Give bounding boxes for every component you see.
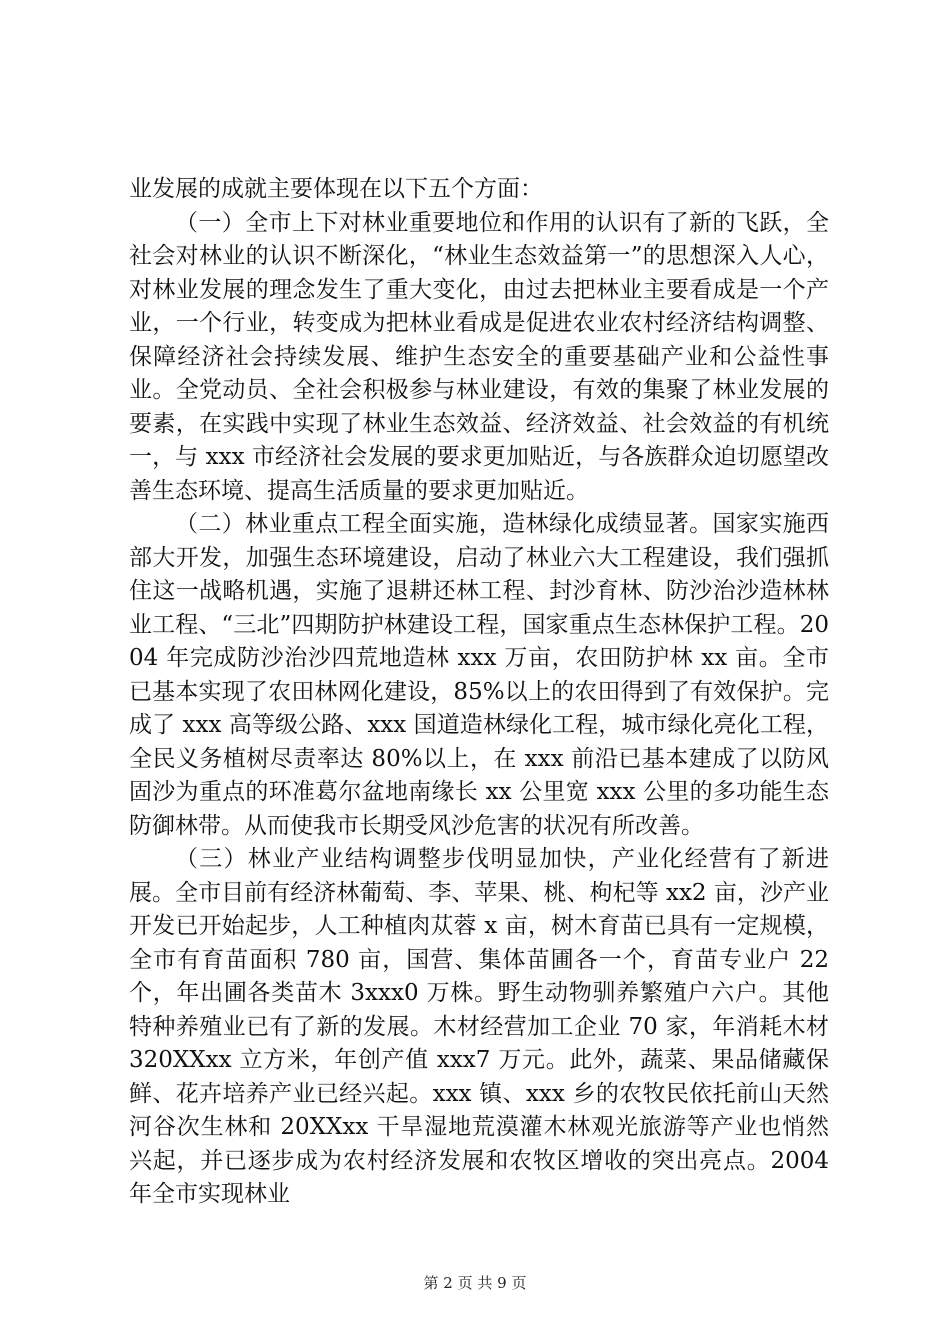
paragraph-intro: 业发展的成就主要体现在以下五个方面： [129,176,543,202]
paragraph-section-1: （一）全市上下对林业重要地位和作用的认识有了新的飞跃，全社会对林业的认识不断深化，“林业生态效益第一”的思想深入人心，对林业发展的理念发生了重大变化，由过去把林业主要看成是一个产业，一个行业，转变成为把林业看成是促进农业农村经济结构调整、保障经济社会持续发展、维护生态安全的重要基础产业和公益性事业。全党动员、全社会积极参与林业建设，有效的集聚了林业发展的要素，在实践中实现了林业生态效益、经济效益、社会效益的有机统一，与 xxx 市经济社会发展的要求更加贴近，与各族群众迫切愿望改善生态环境、提高生活质量的要求更加贴近。 [129,209,829,504]
paragraph-section-3: （三）林业产业结构调整步伐明显加快，产业化经营有了新进展。全市目前有经济林葡萄、李、苹果、桃、枸杞等 xx2 亩，沙产业开发已开始起步，人工种植肉苁蓉 x 亩，树木育苗已具有一定规模，全市有育苗面积 780 亩，国营、集体苗圃各一个，育苗专业户 22 个，年出圃各类苗木 3xxx0 万株。野生动物驯养繁殖户六户。其他特种养殖业已有了新的发展。木材经营加工企业 70 家，年消耗木材 320XXxx 立方米，年创产值 xxx7 万元。此外，蔬菜、果品储藏保鲜、花卉培养产业已经兴起。xxx 镇、xxx 乡的农牧民依托前山天然河谷次生林和 20XXxx 干旱湿地荒漠灌木林观光旅游等产业也悄然兴起，并已逐步成为农村经济发展和农牧区增收的突出亮点。2004 年全市实现林业 [129,846,829,1207]
paragraph-section-2: （二）林业重点工程全面实施，造林绿化成绩显著。国家实施西部大开发，加强生态环境建设，启动了林业六大工程建设，我们强抓住这一战略机遇，实施了退耕还林工程、封沙育林、防沙治沙造林林业工程、“三北”四期防护林建设工程，国家重点生态林保护工程。2004 年完成防沙治沙四荒地造林 xxx 万亩，农田防护林 xx 亩。全市已基本实现了农田林网化建设，85%以上的农田得到了有效保护。完成了 xxx 高等级公路、xxx 国道造林绿化工程，城市绿化亮化工程，全民义务植树尽责率达 80%以上，在 xxx 前沿已基本建成了以防风固沙为重点的环准葛尔盆地南缘长 xx 公里宽 xxx 公里的多功能生态防御林带。从而使我市长期受风沙危害的状况有所改善。 [129,511,829,839]
page-number-footer: 第 2 页 共 9 页 [423,1274,527,1292]
document-body [129,173,829,1212]
